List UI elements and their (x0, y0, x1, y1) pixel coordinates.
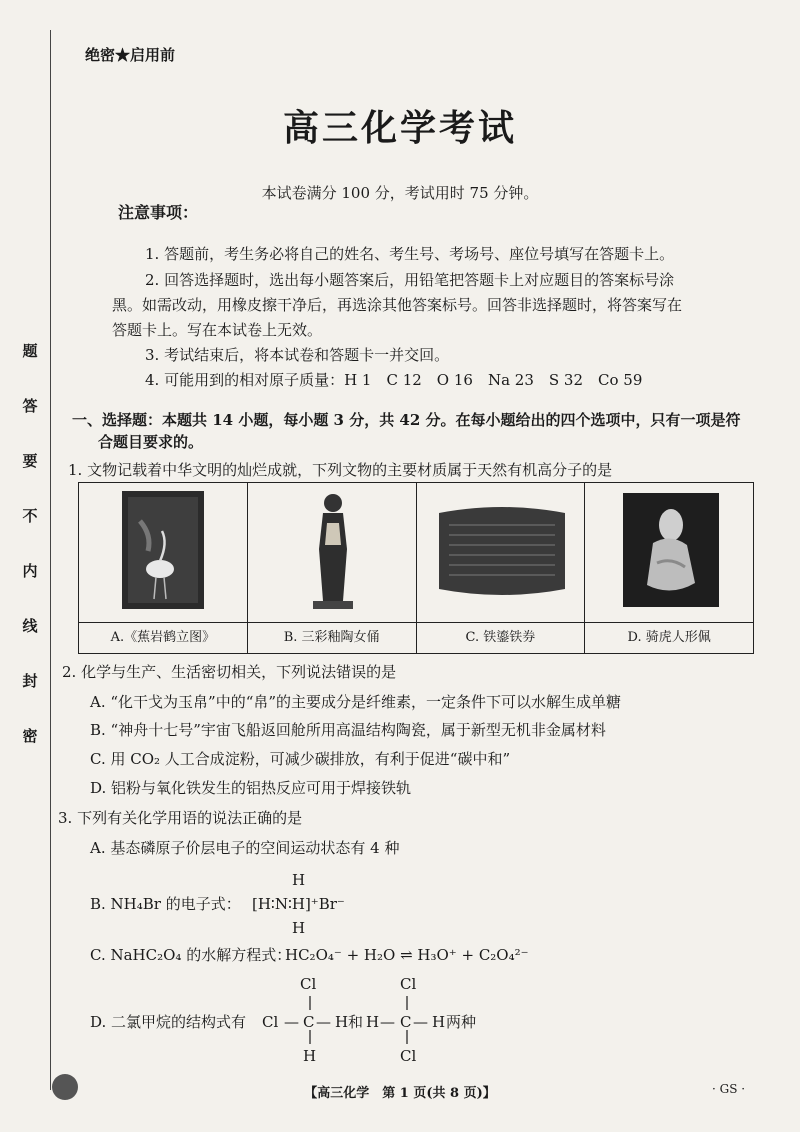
hydrolysis-equation: HC₂O₄⁻ + H₂O ⇌ H₃O⁺ + C₂O₄²⁻ (285, 946, 529, 964)
option-caption: A.《蕉岩鹤立图》 (79, 622, 247, 653)
painting-image (122, 491, 204, 609)
page-footer: 【高三化学 第 1 页(共 8 页)】 (304, 1086, 496, 1101)
atom-c: C (400, 1013, 412, 1031)
atom-c: C (303, 1013, 315, 1031)
figurine-image (303, 489, 363, 613)
atom-cl: Cl (262, 1013, 279, 1031)
notice-item: 2. 回答选择题时，选出每小题答案后，用铅笔把答题卡上对应题目的答案标号涂 (145, 271, 675, 289)
question-3-option: A. 基态磷原子价层电子的空间运动状态有 4 种 (90, 839, 400, 857)
artifact-table (78, 482, 754, 654)
bond: — (284, 1013, 299, 1031)
artifact-cell (417, 483, 586, 653)
question-3-option: C. NaHC₂O₄ 的水解方程式： (90, 946, 292, 964)
sidebar-char: 线 (22, 617, 38, 635)
sidebar-char: 内 (22, 562, 38, 580)
sidebar-char: 答 (22, 397, 38, 415)
iron-certificate-image (435, 501, 569, 601)
atom-h: H (303, 1047, 317, 1065)
structure-suffix: 两种 (446, 1013, 477, 1031)
notice-heading: 注意事项： (118, 203, 199, 222)
page-title: 高三化学考试 (282, 108, 517, 149)
paper-code: · GS · (712, 1082, 746, 1096)
atom-h: H (335, 1013, 349, 1031)
bond: — (413, 1013, 428, 1031)
artifact-cell (79, 483, 248, 653)
option-caption: D. 骑虎人形佩 (585, 622, 753, 653)
notice-item: 4. 可能用到的相对原子质量：H 1 C 12 O 16 Na 23 S 32 Co 59 (145, 371, 643, 389)
atom-cl: Cl (400, 975, 417, 993)
atom-h: H (432, 1013, 446, 1031)
notice-item: 3. 考试结束后，将本试卷和答题卡一并交回。 (145, 346, 450, 364)
question-1-stem: 1. 文物记载着中华文明的灿烂成就，下列文物的主要材质属于天然有机高分子的是 (68, 461, 613, 479)
option-caption: B. 三彩釉陶女俑 (248, 622, 416, 653)
sidebar-char: 不 (22, 507, 38, 525)
question-2-option: B. “神舟十七号”宇宙飞船返回舱所用高温结构陶瓷，属于新型无机非金属材料 (90, 721, 606, 739)
artifact-cell (248, 483, 417, 653)
lewis-formula: [H∶N∶H]⁺Br⁻ (252, 895, 345, 913)
section-heading: 一、选择题：本题共 14 小题，每小题 3 分，共 42 分。在每小题给出的四个选项中，只有一项是符 (72, 411, 741, 429)
sidebar-char: 题 (22, 342, 38, 360)
lewis-top-h: H (292, 871, 306, 889)
lewis-bottom-h: H (292, 919, 306, 937)
score-line: 本试卷满分 100 分，考试用时 75 分钟。 (261, 184, 539, 202)
question-2-option: C. 用 CO₂ 人工合成淀粉，可减少碳排放，有利于促进“碳中和” (90, 750, 511, 768)
section-heading: 合题目要求的。 (98, 433, 204, 451)
atom-cl: Cl (400, 1047, 417, 1065)
artifact-cell (585, 483, 753, 653)
bond: — (316, 1013, 331, 1031)
sidebar-char: 封 (22, 672, 38, 690)
option-caption: C. 铁鎏铁券 (417, 622, 585, 653)
question-2-option: A. “化干戈为玉帛”中的“帛”的主要成分是纤维素，一定条件下可以水解生成单糖 (90, 693, 622, 711)
notice-item: 答题卡上。写在本试卷上无效。 (112, 321, 323, 339)
atom-cl: Cl (300, 975, 317, 993)
question-2-stem: 2. 化学与生产、生活密切相关，下列说法错误的是 (62, 663, 397, 681)
question-3-option: B. NH₄Br 的电子式： (90, 895, 241, 913)
notice-item: 黑。如需改动，用橡皮擦干净后，再选涂其他答案标号。回答非选择题时，将答案写在 (112, 296, 683, 314)
question-2-option: D. 铝粉与氧化铁发生的铝热反应可用于焊接铁轨 (90, 779, 412, 797)
structure-conjunction: 和 (348, 1013, 364, 1031)
sidebar-char: 要 (22, 452, 38, 470)
jade-pendant-image (623, 493, 719, 607)
notice-item: 1. 答题前，考生务必将自己的姓名、考生号、考场号、座位号填写在答题卡上。 (145, 245, 675, 263)
sidebar-char: 密 (22, 727, 38, 745)
atom-h: H (366, 1013, 380, 1031)
question-3-option: D. 二氯甲烷的结构式有 (90, 1013, 247, 1031)
bond: — (380, 1013, 395, 1031)
question-3-stem: 3. 下列有关化学用语的说法正确的是 (58, 809, 303, 827)
secret-label: 绝密★启用前 (85, 46, 176, 64)
